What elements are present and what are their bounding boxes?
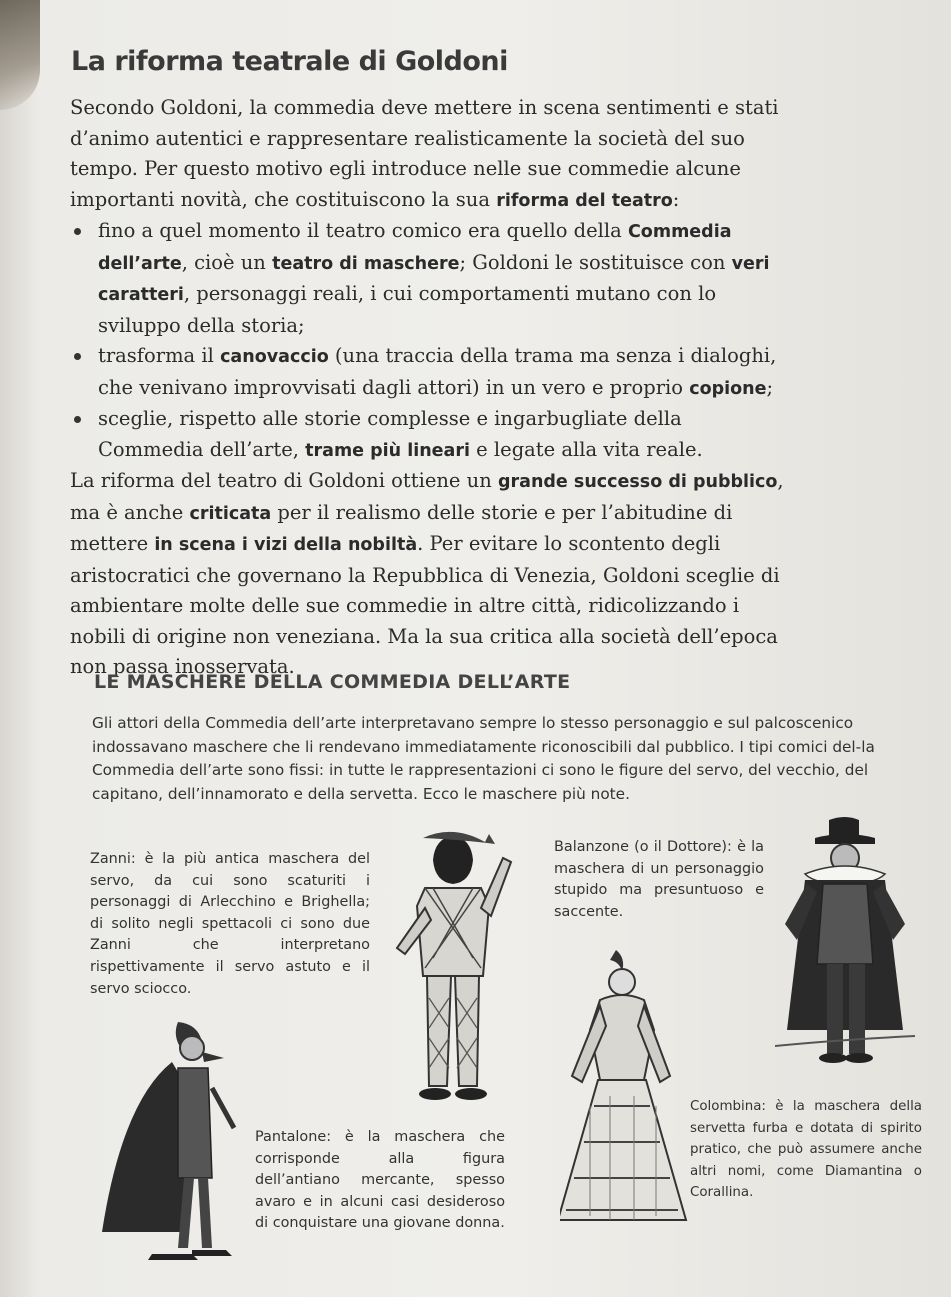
- main-text: [70, 93, 790, 683]
- balanzone-caption: Balanzone (o il Dottore): è la maschera di un personaggio stupido ma presuntuoso e saccente.: [554, 839, 764, 920]
- masks-intro: Gli attori della Commedia dell’arte interpretavano sempre lo stesso personaggio e sul palcoscenico indossavano maschere che li rendevano immediatamente riconoscibili dal pubblico. I tipi comici del-la Commedia dell’arte sono fissi: in tutte le rappresentazioni ci sono le figure del servo, del vecchio, del capitano, dell’innamorato e della servetta. Ecco le maschere più note.: [92, 714, 875, 803]
- list-item: trasforma il canovaccio (una traccia della trama ma senza i dialoghi, che venivano improvvisati dagli attori) in un vero e proprio copione;: [70, 341, 790, 404]
- page-corner-shadow: [0, 0, 40, 110]
- pantalone-illustration: [92, 1018, 242, 1273]
- colombina-illustration: [560, 946, 690, 1236]
- reform-reception-paragraph: La riforma del teatro di Goldoni ottiene un grande successo di pubblico, ma è anche criticata per il realismo delle storie e per l’abitudine di mettere in scena i vizi della nobiltà. Per evitare lo scontento degli aristocratici che governano la Repubblica di Venezia, Goldoni sceglie di ambientare molte delle sue commedie in altre città, ridicolizzando i nobili di origine non veneziana. Ma la sua critica alla società dell’epoca non passa inosservata.: [70, 469, 784, 678]
- balanzone-illustration: [775, 814, 915, 1074]
- section-title: LE MASCHERE DELLA COMMEDIA DELL’ARTE: [94, 671, 571, 693]
- zanni-caption: Zanni: è la più antica maschera del servo, da cui sono scaturiti i personaggi di Arlecchino e Brighella; di solito negli spettacoli ci sono due Zanni che interpretano rispettivamente il servo astuto e il servo sciocco.: [90, 851, 370, 997]
- page-title: La riforma teatrale di Goldoni: [71, 46, 508, 77]
- pantalone-caption: Pantalone: è la maschera che corrisponde alla figura dell’antiano mercante, spesso avaro e in alcuni casi desideroso di conquistare una giovane donna.: [255, 1129, 505, 1232]
- list-item: fino a quel momento il teatro comico era quello della Commedia dell’arte, cioè un teatro di maschere; Goldoni le sostituisce con veri caratteri, personaggi reali, i cui comportamenti mutano con lo sviluppo della storia;: [70, 216, 790, 341]
- zanni-illustration: [383, 828, 523, 1118]
- colombina-caption: Colombina: è la maschera della servetta furba e dotata di spirito pratico, che può assumere anche altri nomi, come Diamantina o Corallina.: [690, 1099, 922, 1201]
- intro-paragraph: Secondo Goldoni, la commedia deve mettere in scena sentimenti e stati d’animo autentici e rappresentare realisticamente la società del suo tempo. Per questo motivo egli introduce nelle sue commedie alcune importanti novità, che costituiscono la sua riforma del teatro:: [70, 96, 779, 211]
- list-item: sceglie, rispetto alle storie complesse e ingarbugliate della Commedia dell’arte, trame più lineari e legate alla vita reale.: [70, 404, 790, 466]
- reform-list: [70, 216, 790, 466]
